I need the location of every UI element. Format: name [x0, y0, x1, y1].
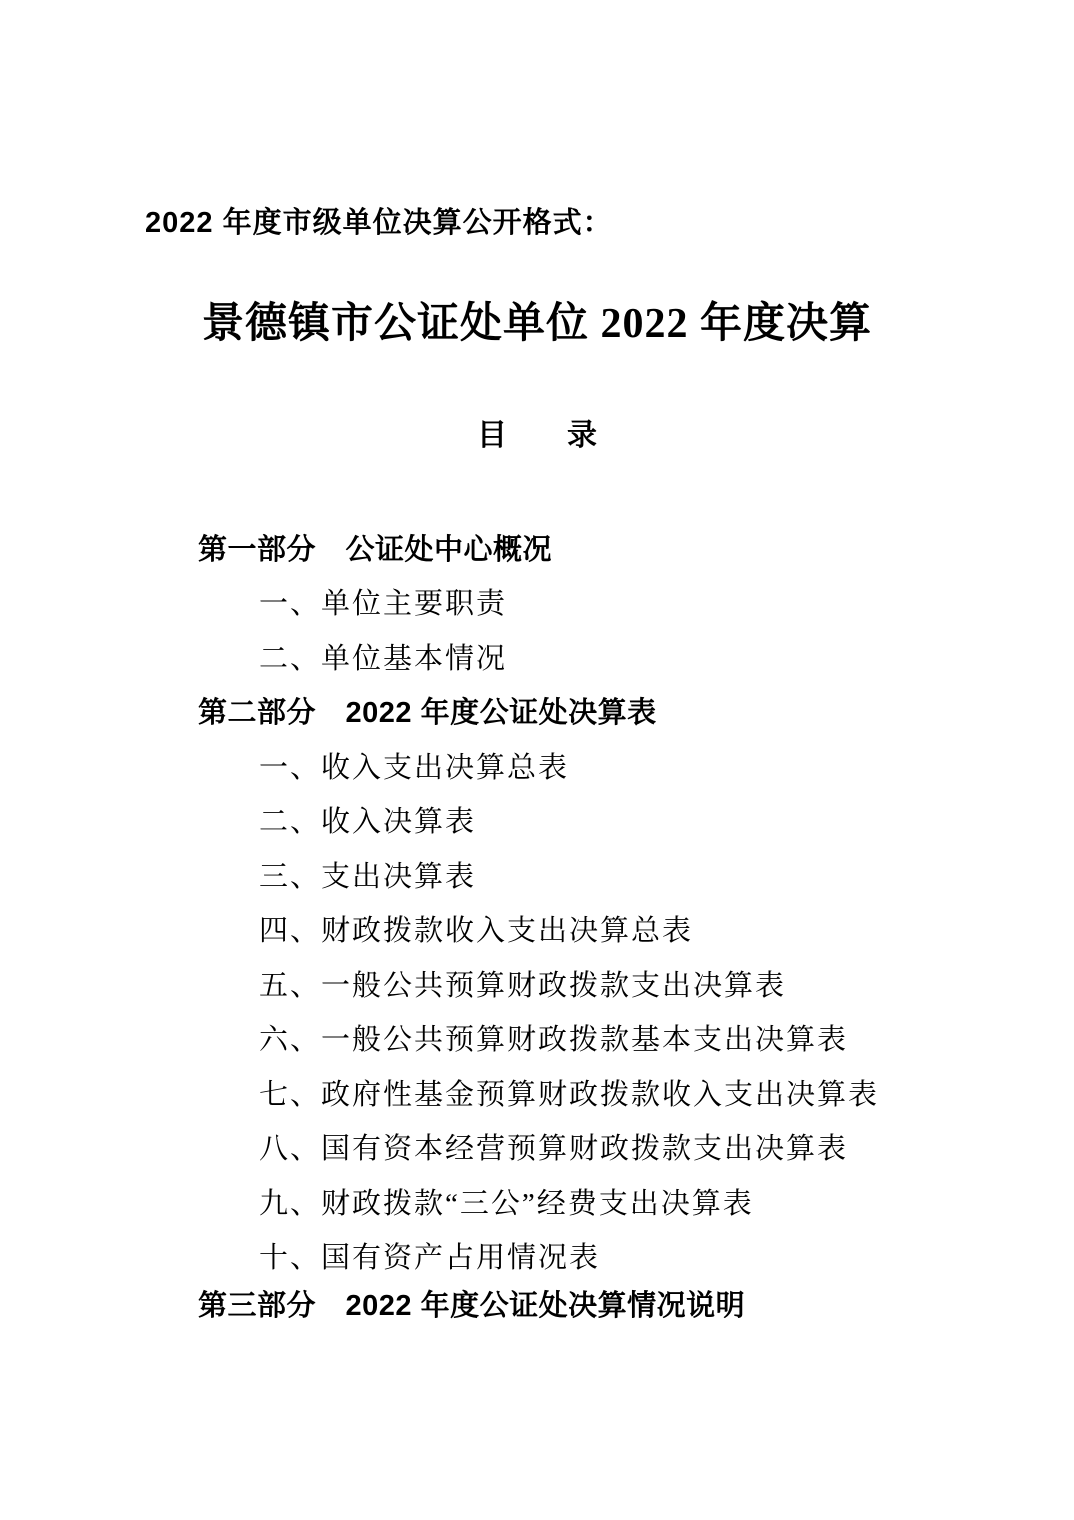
toc-header: 目 录 — [477, 419, 597, 452]
document-title: 景德镇市公证处单位 2022 年度决算 — [201, 301, 872, 347]
toc-item: 一、收入支出决算总表 — [259, 752, 570, 784]
format-note: 2022 年度市级单位决算公开格式： — [145, 207, 613, 239]
toc-part-heading-1: 第一部分 公证处中心概况 — [198, 534, 553, 566]
toc-part-heading-3: 第三部分 2022 年度公证处决算情况说明 — [198, 1290, 746, 1322]
toc-item: 四、财政拨款收入支出决算总表 — [259, 915, 694, 947]
toc-item: 九、财政拨款“三公”经费支出决算表 — [259, 1188, 754, 1220]
toc-item: 十、国有资产占用情况表 — [259, 1242, 601, 1274]
toc-item: 五、一般公共预算财政拨款支出决算表 — [259, 970, 787, 1002]
toc-item: 八、国有资本经营预算财政拨款支出决算表 — [259, 1133, 849, 1165]
toc-part-heading-2: 第二部分 2022 年度公证处决算表 — [198, 697, 657, 729]
toc-item: 一、单位主要职责 — [259, 588, 508, 620]
toc-item: 六、一般公共预算财政拨款基本支出决算表 — [259, 1024, 849, 1056]
toc-item: 二、单位基本情况 — [259, 643, 508, 675]
toc-item: 三、支出决算表 — [259, 861, 477, 893]
toc-item: 二、收入决算表 — [259, 806, 477, 838]
toc-item: 七、政府性基金预算财政拨款收入支出决算表 — [259, 1079, 880, 1111]
